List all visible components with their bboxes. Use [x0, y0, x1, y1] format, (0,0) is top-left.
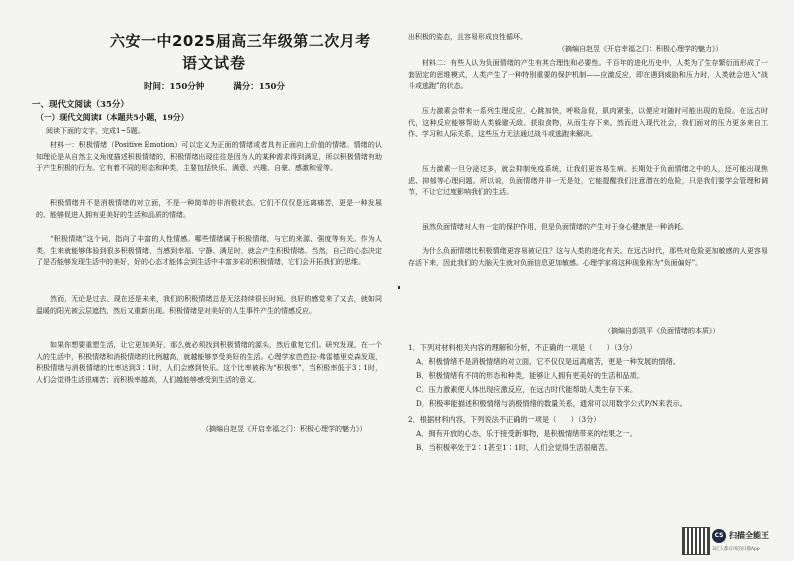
paragraph: “积极情绪”这个词，指向了丰富的人性情感。哪些情绪属于积极情绪，与它的来源、强度等有关。作为人类，生来就能够体验到很多积极情绪，当感到幸福、宁静、满足时，就会产生积极情绪。当然，自己的心态决定了是否能够发现生活中的美好，好的心态才能体会到生活中丰富多彩的积极情绪，它们会开拓我们的思维。	[36, 235, 382, 266]
paragraph: 如果你想要重塑生活，让它更加美好，那么就必须找到积极情绪的源头，然后重复它们。研究发现，在一个人的生活中，积极情绪和消极情绪的比例越高，就越能够享受美好的生活。心理学家芭芭拉·弗雷德里克森发现，积极情绪与消极情绪的比率达到3∶1时，人们会感到快乐。这个比率被称为“积极率”，当积极率低于3∶1时，人们会觉得生活很痛苦；而积极率越高，人们越能够感受到生活的意义。	[36, 341, 382, 384]
paragraph: 虽然负面情绪对人有一定的保护作用，但是负面情绪的产生对于身心健康是一种消耗。	[422, 223, 688, 231]
exam-subtitle: 语文试卷	[182, 54, 247, 72]
source-note: （摘编自彭凯平《负面情绪的本质》）	[604, 327, 720, 335]
brand-subtitle: 3亿人都在用的扫描App	[712, 547, 760, 552]
question-1-option-b[interactable]: B．积极情绪有不同的形态和种类，能够让人拥有更美好的生活和品质。	[416, 371, 645, 380]
question-2-option-a[interactable]: A．拥有开放的心态，乐于接受新事物，是积极情绪带来的结果之一。	[416, 429, 637, 438]
left-column	[22, 0, 390, 561]
paragraph: 材料二：有些人认为负面情绪的产生有其合理性和必要性。千百年的进化历史中，人类为了生存繁衍而形成了一套固定的思维模式，人类产生了一种特别重要的保护机制——应激反应，即在遇到威胁和压力时，人类就会进入“战斗或逃跑”的状态。	[408, 59, 768, 90]
paragraph: 材料一：积极情绪（Positive Emotion）可以定义为正面的情绪或者具有正面向上价值的情绪。情绪的认知理论是从自然主义角度描述积极情绪的，积极情绪出现往往是因为人的某种需求得到满足，所以积极情绪有助于产生积极的行为。它有着不同的形态和种类，主要包括快乐、满意、兴趣、自豪、感激和爱等。	[36, 141, 382, 172]
source-note: （摘编自赵昱《开启幸福之门：积极心理学的魅力》）	[202, 425, 367, 433]
page-dot	[398, 286, 400, 289]
paragraph: 为什么负面情绪比积极情绪更容易被记住？这与人类的进化有关。在远古时代，那些对危险更加敏感的人更容易存活下来，因此我们的大脑天生就对负面信息更加敏感。心理学家将这种现象称为“负面偏好”。	[408, 247, 768, 267]
paragraph: 然而，无论是过去、现在还是未来，我们的积极情绪总是无法持续很长时间。良好的感觉来了又去，就如同温暖的阳光被云层遮挡，然后又重新出现。积极情绪是对美好的人生事件产生的情感反应。	[36, 295, 382, 315]
paragraph: 积极情绪并不是消极情绪的对立面，不是一种简单的非消极状态。它们不仅仅是远离痛苦，更是一种发展的、能够促进人拥有更美好的生活和品质的情绪。	[36, 199, 382, 219]
question-1-option-d[interactable]: D．积极率能描述积极情绪与消极情绪的数量关系，通常可以用数学公式P/N来表示。	[416, 399, 687, 408]
instruction: 阅读下面的文字，完成1~5题。	[46, 127, 145, 135]
paragraph: 出积极的姿态，且容易形成良性循环。	[408, 33, 527, 41]
scanner-watermark	[682, 525, 792, 559]
time-label: 时间：150分钟	[144, 82, 205, 92]
paragraph: 压力激素一旦分泌过多，就会抑制免疫系统，让我们更容易生病。长期处于负面情绪之中的人，还可能出现焦虑、抑郁等心理问题。所以说，负面情绪并非一无是处，它能提醒我们注意潜在的危险，只是我们要学会管理和调节，不让它过度影响我们的生活。	[408, 165, 768, 196]
question-2-option-b[interactable]: B．当积极率处于2∶1甚至1∶1时，人们会觉得生活很痛苦。	[416, 443, 613, 452]
exam-meta	[144, 80, 311, 92]
right-column	[408, 0, 776, 561]
score-label: 满分：150分	[233, 82, 285, 92]
brand-name: 扫描全能王	[729, 531, 769, 540]
qr-code-icon	[682, 527, 710, 555]
paragraph: 压力激素会带来一系列生理反应，心跳加快，呼吸急促，肌肉紧张，以便应对随时可能出现的危险。在远古时代，这种反应能够帮助人类躲避天敌、获取食物，从而生存下来。然而进入现代社会，我们面对的压力更多来自工作、学习和人际关系，这些压力无法通过战斗或逃跑来解决。	[408, 107, 768, 138]
section-heading: 一、现代文阅读（35分）	[32, 100, 129, 110]
question-1-option-c[interactable]: C．压力激素使人体出现应激反应，在远古时代能帮助人类生存下来。	[416, 385, 638, 394]
source-note: （摘编自赵昱《开启幸福之门：积极心理学的魅力》）	[558, 45, 723, 53]
sub-heading: （一）现代文阅读Ⅰ（本题共5小题，19分）	[36, 113, 189, 122]
exam-title: 六安一中2025届高三年级第二次月考	[110, 32, 371, 50]
question-2-stem: 2．根据材料内容，下列说法不正确的一项是（ ）（3分）	[408, 415, 601, 424]
question-1-stem: 1．下列对材料相关内容的理解和分析，不正确的一项是（ ）（3分）	[408, 343, 637, 352]
question-1-option-a[interactable]: A．积极情绪不是消极情绪的对立面，它不仅仅是远离痛苦，更是一种发展的情绪。	[416, 357, 680, 366]
cs-logo-icon: CS	[712, 529, 726, 543]
